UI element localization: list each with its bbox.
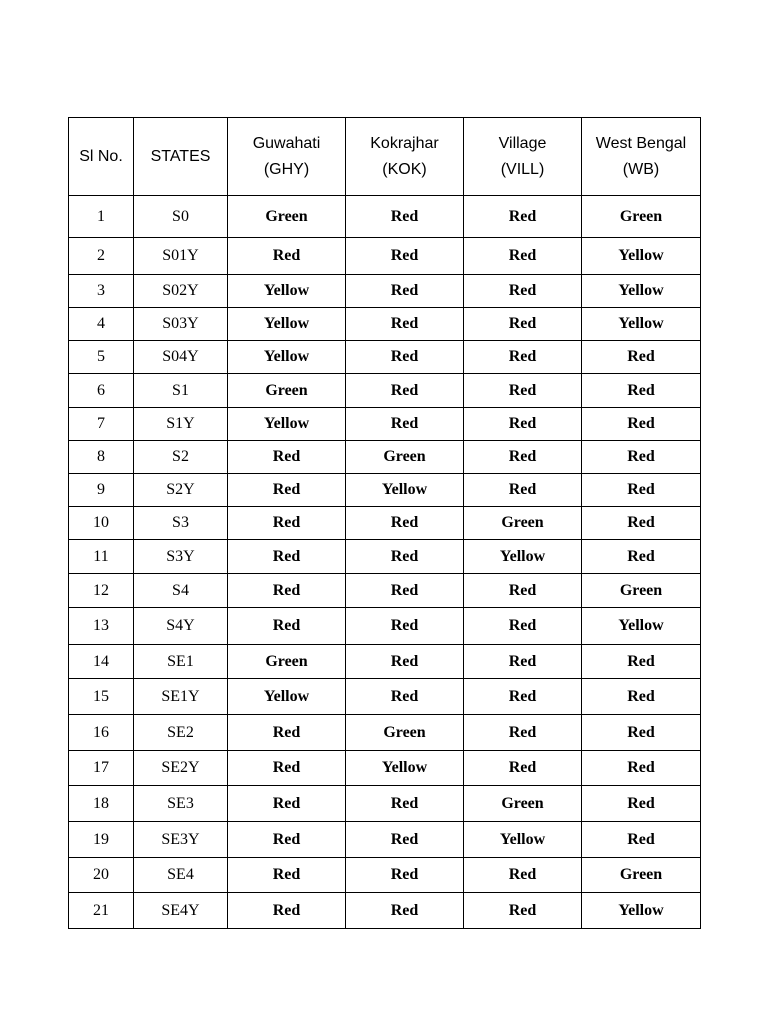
sl-no-cell: 16 [69,715,134,751]
vill-signal-cell: Yellow [464,822,582,858]
table-row [69,715,701,751]
kok-signal-cell: Yellow [346,474,464,507]
state-cell: S1 [134,374,228,408]
vill-signal-cell: Red [464,474,582,507]
wb-signal-cell: Green [582,574,701,608]
vill-signal-cell: Red [464,308,582,341]
vill-signal-cell: Red [464,374,582,408]
state-cell: S03Y [134,308,228,341]
state-cell: SE4 [134,858,228,893]
state-cell: SE2Y [134,751,228,786]
state-cell: SE2 [134,715,228,751]
table-row [69,679,701,715]
header-west-bengal [582,118,701,196]
header-line: Village [498,134,547,152]
ghy-signal-cell: Red [228,441,346,474]
sl-no-cell: 5 [69,341,134,374]
sl-no-cell: 4 [69,308,134,341]
wb-signal-cell: Green [582,196,701,238]
header-line: Sl No. [79,147,123,165]
ghy-signal-cell: Red [228,238,346,275]
kok-signal-cell: Green [346,715,464,751]
header-line: Kokrajhar [370,134,439,152]
kok-signal-cell: Red [346,574,464,608]
sl-no-cell: 6 [69,374,134,408]
wb-signal-cell: Red [582,715,701,751]
table-row [69,507,701,540]
ghy-signal-cell: Red [228,858,346,893]
ghy-signal-cell: Green [228,196,346,238]
sl-no-cell: 10 [69,507,134,540]
table-body [69,196,701,929]
header-line: West Bengal [595,134,687,152]
sl-no-cell: 11 [69,540,134,574]
header-line: Guwahati [252,134,321,152]
table-row [69,858,701,893]
wb-signal-cell: Red [582,441,701,474]
kok-signal-cell: Red [346,540,464,574]
kok-signal-cell: Red [346,858,464,893]
table-row [69,238,701,275]
state-cell: S4 [134,574,228,608]
ghy-signal-cell: Red [228,822,346,858]
table-row [69,374,701,408]
kok-signal-cell: Red [346,679,464,715]
table-row [69,341,701,374]
sl-no-cell: 3 [69,275,134,308]
kok-signal-cell: Yellow [346,751,464,786]
table-row [69,751,701,786]
state-cell: S4Y [134,608,228,645]
kok-signal-cell: Red [346,341,464,374]
wb-signal-cell: Yellow [582,608,701,645]
sl-no-cell: 21 [69,893,134,929]
sl-no-cell: 12 [69,574,134,608]
ghy-signal-cell: Red [228,540,346,574]
ghy-signal-cell: Red [228,751,346,786]
state-cell: SE1 [134,645,228,679]
state-cell: S02Y [134,275,228,308]
vill-signal-cell: Yellow [464,540,582,574]
table-row [69,408,701,441]
wb-signal-cell: Red [582,341,701,374]
table-header-row [69,118,701,196]
sl-no-cell: 20 [69,858,134,893]
kok-signal-cell: Red [346,196,464,238]
header-kokrajhar [346,118,464,196]
sl-no-cell: 15 [69,679,134,715]
wb-signal-cell: Red [582,474,701,507]
vill-signal-cell: Red [464,608,582,645]
vill-signal-cell: Red [464,858,582,893]
sl-no-cell: 18 [69,786,134,822]
kok-signal-cell: Green [346,441,464,474]
table-row [69,441,701,474]
vill-signal-cell: Red [464,715,582,751]
table-row [69,474,701,507]
signal-state-table [68,117,701,929]
ghy-signal-cell: Yellow [228,308,346,341]
kok-signal-cell: Red [346,408,464,441]
vill-signal-cell: Green [464,507,582,540]
ghy-signal-cell: Red [228,893,346,929]
table-row [69,608,701,645]
header-line: STATES [150,147,211,165]
vill-signal-cell: Red [464,341,582,374]
wb-signal-cell: Red [582,822,701,858]
vill-signal-cell: Red [464,893,582,929]
state-cell: S3Y [134,540,228,574]
wb-signal-cell: Red [582,786,701,822]
wb-signal-cell: Red [582,679,701,715]
kok-signal-cell: Red [346,507,464,540]
wb-signal-cell: Red [582,751,701,786]
kok-signal-cell: Red [346,645,464,679]
vill-signal-cell: Red [464,574,582,608]
table-row [69,786,701,822]
ghy-signal-cell: Red [228,574,346,608]
wb-signal-cell: Yellow [582,275,701,308]
ghy-signal-cell: Red [228,474,346,507]
table-row [69,540,701,574]
vill-signal-cell: Red [464,408,582,441]
ghy-signal-cell: Red [228,715,346,751]
wb-signal-cell: Red [582,645,701,679]
sl-no-cell: 2 [69,238,134,275]
header-sl-no [69,118,134,196]
state-cell: S1Y [134,408,228,441]
state-cell: S0 [134,196,228,238]
wb-signal-cell: Red [582,374,701,408]
sl-no-cell: 1 [69,196,134,238]
state-cell: SE3 [134,786,228,822]
state-cell: SE4Y [134,893,228,929]
state-cell: S2 [134,441,228,474]
state-cell: SE3Y [134,822,228,858]
sl-no-cell: 14 [69,645,134,679]
ghy-signal-cell: Yellow [228,341,346,374]
vill-signal-cell: Red [464,441,582,474]
wb-signal-cell: Yellow [582,238,701,275]
ghy-signal-cell: Green [228,374,346,408]
vill-signal-cell: Red [464,751,582,786]
wb-signal-cell: Red [582,540,701,574]
header-guwahati [228,118,346,196]
vill-signal-cell: Red [464,238,582,275]
sl-no-cell: 17 [69,751,134,786]
state-cell: S04Y [134,341,228,374]
vill-signal-cell: Red [464,275,582,308]
state-cell: S2Y [134,474,228,507]
table-row [69,574,701,608]
ghy-signal-cell: Red [228,786,346,822]
header-line: (WB) [622,160,660,178]
header-line: (GHY) [263,160,310,178]
kok-signal-cell: Red [346,822,464,858]
sl-no-cell: 13 [69,608,134,645]
table-row [69,893,701,929]
kok-signal-cell: Red [346,786,464,822]
wb-signal-cell: Green [582,858,701,893]
table-row [69,196,701,238]
header-line: (KOK) [382,160,427,178]
vill-signal-cell: Red [464,679,582,715]
kok-signal-cell: Red [346,275,464,308]
state-cell: S01Y [134,238,228,275]
header-states [134,118,228,196]
header-village [464,118,582,196]
wb-signal-cell: Yellow [582,893,701,929]
kok-signal-cell: Red [346,893,464,929]
wb-signal-cell: Yellow [582,308,701,341]
ghy-signal-cell: Yellow [228,275,346,308]
vill-signal-cell: Red [464,645,582,679]
sl-no-cell: 9 [69,474,134,507]
table-row [69,308,701,341]
ghy-signal-cell: Yellow [228,679,346,715]
wb-signal-cell: Red [582,507,701,540]
ghy-signal-cell: Yellow [228,408,346,441]
sl-no-cell: 8 [69,441,134,474]
kok-signal-cell: Red [346,238,464,275]
wb-signal-cell: Red [582,408,701,441]
state-cell: S3 [134,507,228,540]
ghy-signal-cell: Red [228,608,346,645]
kok-signal-cell: Red [346,608,464,645]
sl-no-cell: 7 [69,408,134,441]
sl-no-cell: 19 [69,822,134,858]
table-row [69,822,701,858]
ghy-signal-cell: Green [228,645,346,679]
table-row [69,275,701,308]
header-line: (VILL) [500,160,545,178]
vill-signal-cell: Green [464,786,582,822]
ghy-signal-cell: Red [228,507,346,540]
state-cell: SE1Y [134,679,228,715]
kok-signal-cell: Red [346,374,464,408]
table-row [69,645,701,679]
vill-signal-cell: Red [464,196,582,238]
kok-signal-cell: Red [346,308,464,341]
